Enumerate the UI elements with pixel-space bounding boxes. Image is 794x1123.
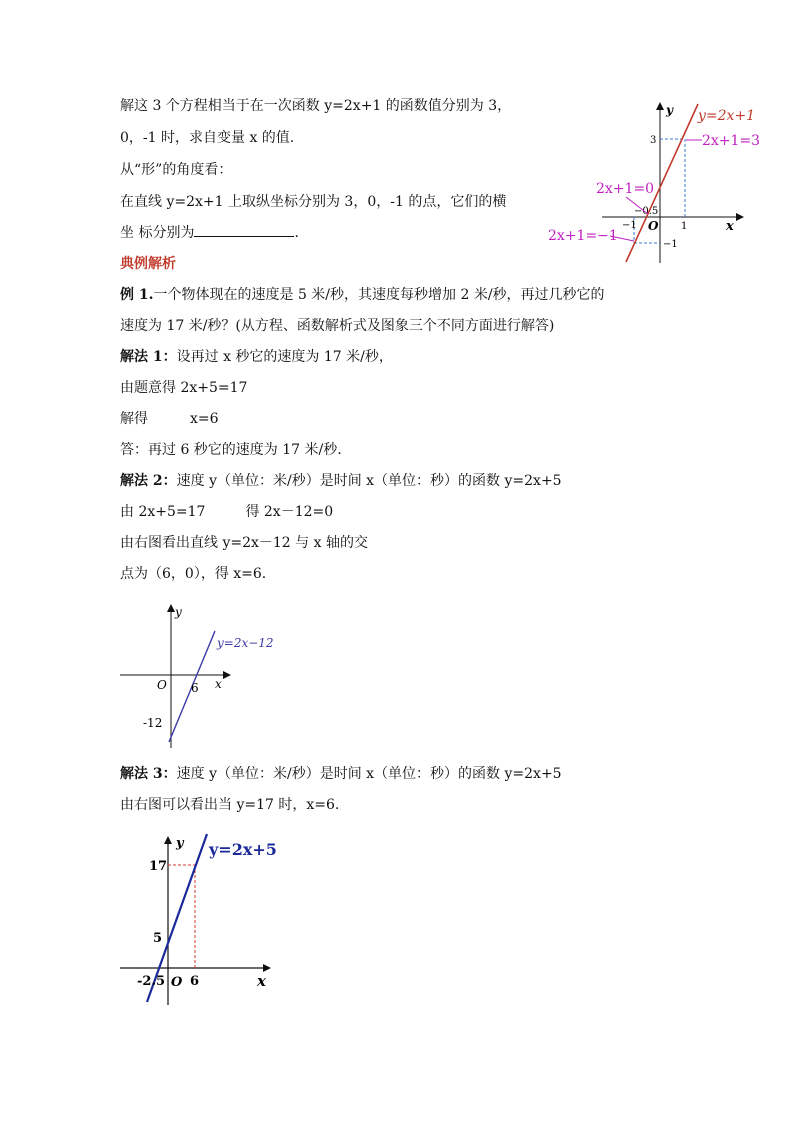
graph1-x-label: x: [726, 219, 734, 234]
graph3-x-label: x: [257, 972, 266, 990]
solution1-line-4: 答：再过 6 秒它的速度为 17 米/秒.: [120, 442, 342, 458]
intro-line-4: 在直线 y=2x+1 上取纵坐标分别为 3，0，-1 的点，它们的横: [120, 194, 507, 210]
graph2-line-label: y=2x−12: [217, 636, 274, 650]
graph3-y-arrow: [164, 836, 172, 844]
graph1-eq-neg1: 2x+1=−1: [548, 228, 618, 244]
solution1-text: 设再过 x 秒它的速度为 17 米/秒，: [176, 349, 393, 365]
graph1-tick-3: 3: [650, 135, 657, 146]
graph2-origin: O: [157, 678, 167, 692]
graph3-x-arrow: [263, 964, 271, 972]
graph1-tick-1: 1: [681, 221, 688, 232]
solution2-line-4: 点为（6，0），得 x=6.: [120, 566, 267, 582]
graph1-y-label: y: [666, 103, 673, 117]
graph1-tick-neg1-x: −1: [622, 220, 637, 231]
graph-y-2x-plus-1: [540, 100, 761, 270]
graph2-tick-6: 6: [191, 681, 199, 695]
answer-blank[interactable]: [194, 224, 294, 237]
graph3-tick-neg25: -2.5: [137, 974, 166, 989]
graph3-line-label: y=2x+5: [209, 840, 277, 859]
solution1-result: x=6: [190, 411, 219, 427]
solution3-text: 速度 y（单位：米/秒）是时间 x（单位：秒）的函数 y=2x+5: [176, 766, 562, 782]
intro-line-2: 0，-1 时，求自变量 x 的值.: [120, 130, 295, 146]
graph3-tick-6: 6: [190, 974, 200, 989]
example-label: 例 1.: [120, 287, 154, 303]
solution1-solve-label: 解得: [120, 411, 148, 427]
solution2-eq-2: 得 2x－12=0: [245, 504, 334, 520]
intro-line-5: [120, 223, 299, 243]
solution1-line-1: [120, 347, 393, 367]
solution1-label: 解法 1：: [120, 349, 177, 365]
graph1-y-arrow: [656, 102, 664, 110]
graph1-tick-neg05: −0.5: [634, 206, 659, 217]
graph2-x-arrow: [223, 671, 231, 679]
solution3-label: 解法 3：: [120, 766, 177, 782]
graph1-line-label: y=2x+1: [698, 108, 756, 124]
solution3-line-1: [120, 764, 562, 784]
graph1-eq-0: 2x+1=0: [596, 181, 655, 197]
solution1-line-2: 由题意得 2x+5=17: [120, 380, 248, 396]
intro-line-3: 从“形”的角度看：: [120, 162, 233, 178]
graph2-y-arrow: [167, 604, 175, 612]
solution1-line-3: [120, 409, 219, 429]
graph3-y-label: y: [176, 836, 184, 851]
graph2-x-label: x: [215, 677, 222, 691]
graph1-origin: O: [648, 219, 659, 233]
intro-line-5-suffix: .: [294, 225, 299, 241]
solution2-line-2: [120, 502, 333, 522]
intro-line-5-prefix: 坐 标分别为: [120, 225, 195, 241]
graph3-tick-17: 17: [149, 859, 168, 874]
graph3-origin: O: [171, 975, 183, 990]
graph1-eq-3: 2x+1=3: [702, 133, 761, 149]
intro-line-1: 解这 3 个方程相当于在一次函数 y=2x+1 的函数值分别为 3，: [120, 98, 512, 114]
graph2-tick-neg12: -12: [143, 716, 163, 730]
solution2-line-3: 由右图看出直线 y=2x－12 与 x 轴的交: [120, 535, 368, 551]
example-line-2: 速度为 17 米/秒？(从方程、函数解析式及图象三个不同方面进行解答): [120, 318, 555, 334]
graph1-tick-neg1-y: −1: [663, 239, 678, 250]
graph-y-2x-plus-5: [115, 830, 295, 1010]
example-text-1: 一个物体现在的速度是 5 米/秒，其速度每秒增加 2 米/秒，再过几秒它的: [153, 287, 605, 303]
graph3-tick-5: 5: [153, 931, 163, 946]
solution2-text: 速度 y（单位：米/秒）是时间 x（单位：秒）的函数 y=2x+5: [176, 473, 562, 489]
solution2-line-1: [120, 471, 562, 491]
solution2-label: 解法 2：: [120, 473, 177, 489]
section-title: 典例解析: [120, 256, 176, 272]
graph-y-2x-minus-12: [115, 600, 285, 750]
graph2-y-label: y: [175, 605, 182, 619]
solution3-line-2: 由右图可以看出当 y=17 时，x=6.: [120, 797, 340, 813]
solution2-eq-1: 由 2x+5=17: [120, 504, 206, 520]
graph1-x-arrow: [736, 213, 744, 221]
example-line-1: [120, 285, 605, 305]
